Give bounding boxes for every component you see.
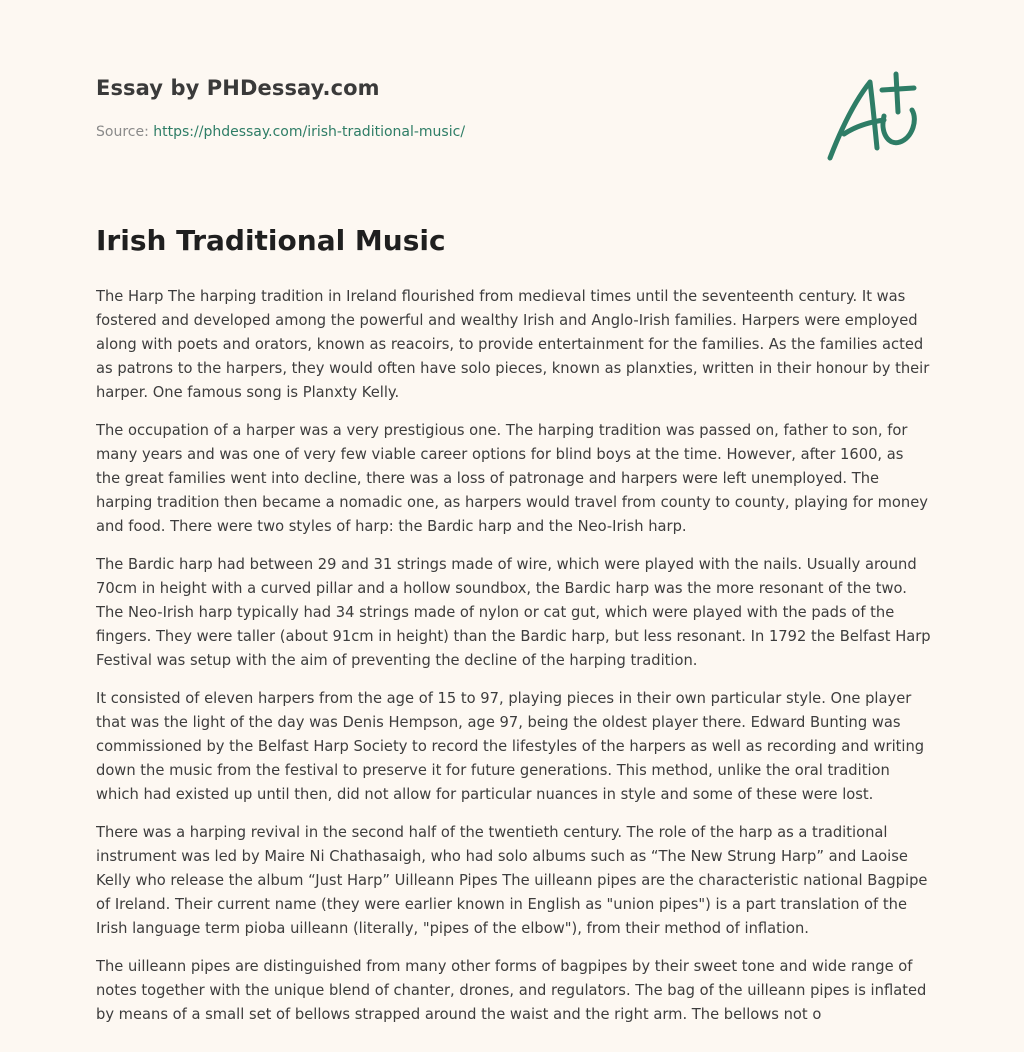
essay-title: Irish Traditional Music [96,224,446,257]
essay-paragraph: The Bardic harp had between 29 and 31 strings made of wire, which were played with the nails. Usually around 70cm in height with a curved pillar and a hollow soundbox, the Bardic harp was the more resonant of the two. The Neo-Irish harp typically had 34 strings made of nylon or cat gut, which were played with the pads of the fingers. They were taller (about 91cm in height) than the Bardic harp, but less resonant. In 1792 the Belfast Harp Festival was setup with the aim of preventing the decline of the harping tradition. [96,556,931,669]
essay-paragraph: It consisted of eleven harpers from the age of 15 to 97, playing pieces in their own particular style. One player that was the light of the day was Denis Hempson, age 97, being the oldest player there. Edward Bunting was commissioned by the Belfast Harp Society to record the lifestyles of the harpers as well as recording and writing down the music from the festival to preserve it for future generations. This method, unlike the oral tradition which had existed up until then, did not allow for particular nuances in style and some of these were lost. [96,690,925,803]
a-plus-logo-icon [822,66,926,166]
essay-page [96,0,932,1052]
source-label: Source: [96,124,154,140]
brand-title: Essay by PHDessay.com [96,76,380,100]
source-link[interactable]: https://phdessay.com/irish-traditional-music/ [153,124,466,140]
essay-body [96,285,932,1052]
essay-paragraph: There was a harping revival in the second half of the twentieth century. The role of the harp as a traditional instrument was led by Maire Ni Chathasaigh, who had solo albums such as “The New Strung Harp” and Laoise Kelly who release the album “Just Harp” Uilleann Pipes The uilleann pipes are the characteristic national Bagpipe of Ireland. Their current name (they were earlier known in English as "union pipes") is a part translation of the Irish language term pioba uilleann (literally, "pipes of the elbow"), from their method of inflation. [96,824,928,937]
essay-paragraph: The uilleann pipes are distinguished from many other forms of bagpipes by their sweet tone and wide range of notes together with the unique blend of chanter, drones, and regulators. The bag of the uilleann pipes is inflated by means of a small set of bellows strapped around the waist and the right arm. The bellows not o [96,958,927,1023]
source-line [96,124,465,140]
essay-paragraph: The Harp The harping tradition in Ireland flourished from medieval times until the seventeenth century. It was fostered and developed among the powerful and wealthy Irish and Anglo-Irish families. Harpers were employed along with poets and orators, known as reacoirs, to provide entertainment for the families. As the families acted as patrons to the harpers, they would often have solo pieces, known as planxties, written in their honour by their harper. One famous song is Planxty Kelly. [96,288,930,401]
essay-paragraph: The occupation of a harper was a very prestigious one. The harping tradition was passed on, father to son, for many years and was one of very few viable career options for blind boys at the time. However, after 1600, as the great families went into decline, there was a loss of patronage and harpers were left unemployed. The harping tradition then became a nomadic one, as harpers would travel from county to county, playing for money and food. There were two styles of harp: the Bardic harp and the Neo-Irish harp. [96,422,928,535]
